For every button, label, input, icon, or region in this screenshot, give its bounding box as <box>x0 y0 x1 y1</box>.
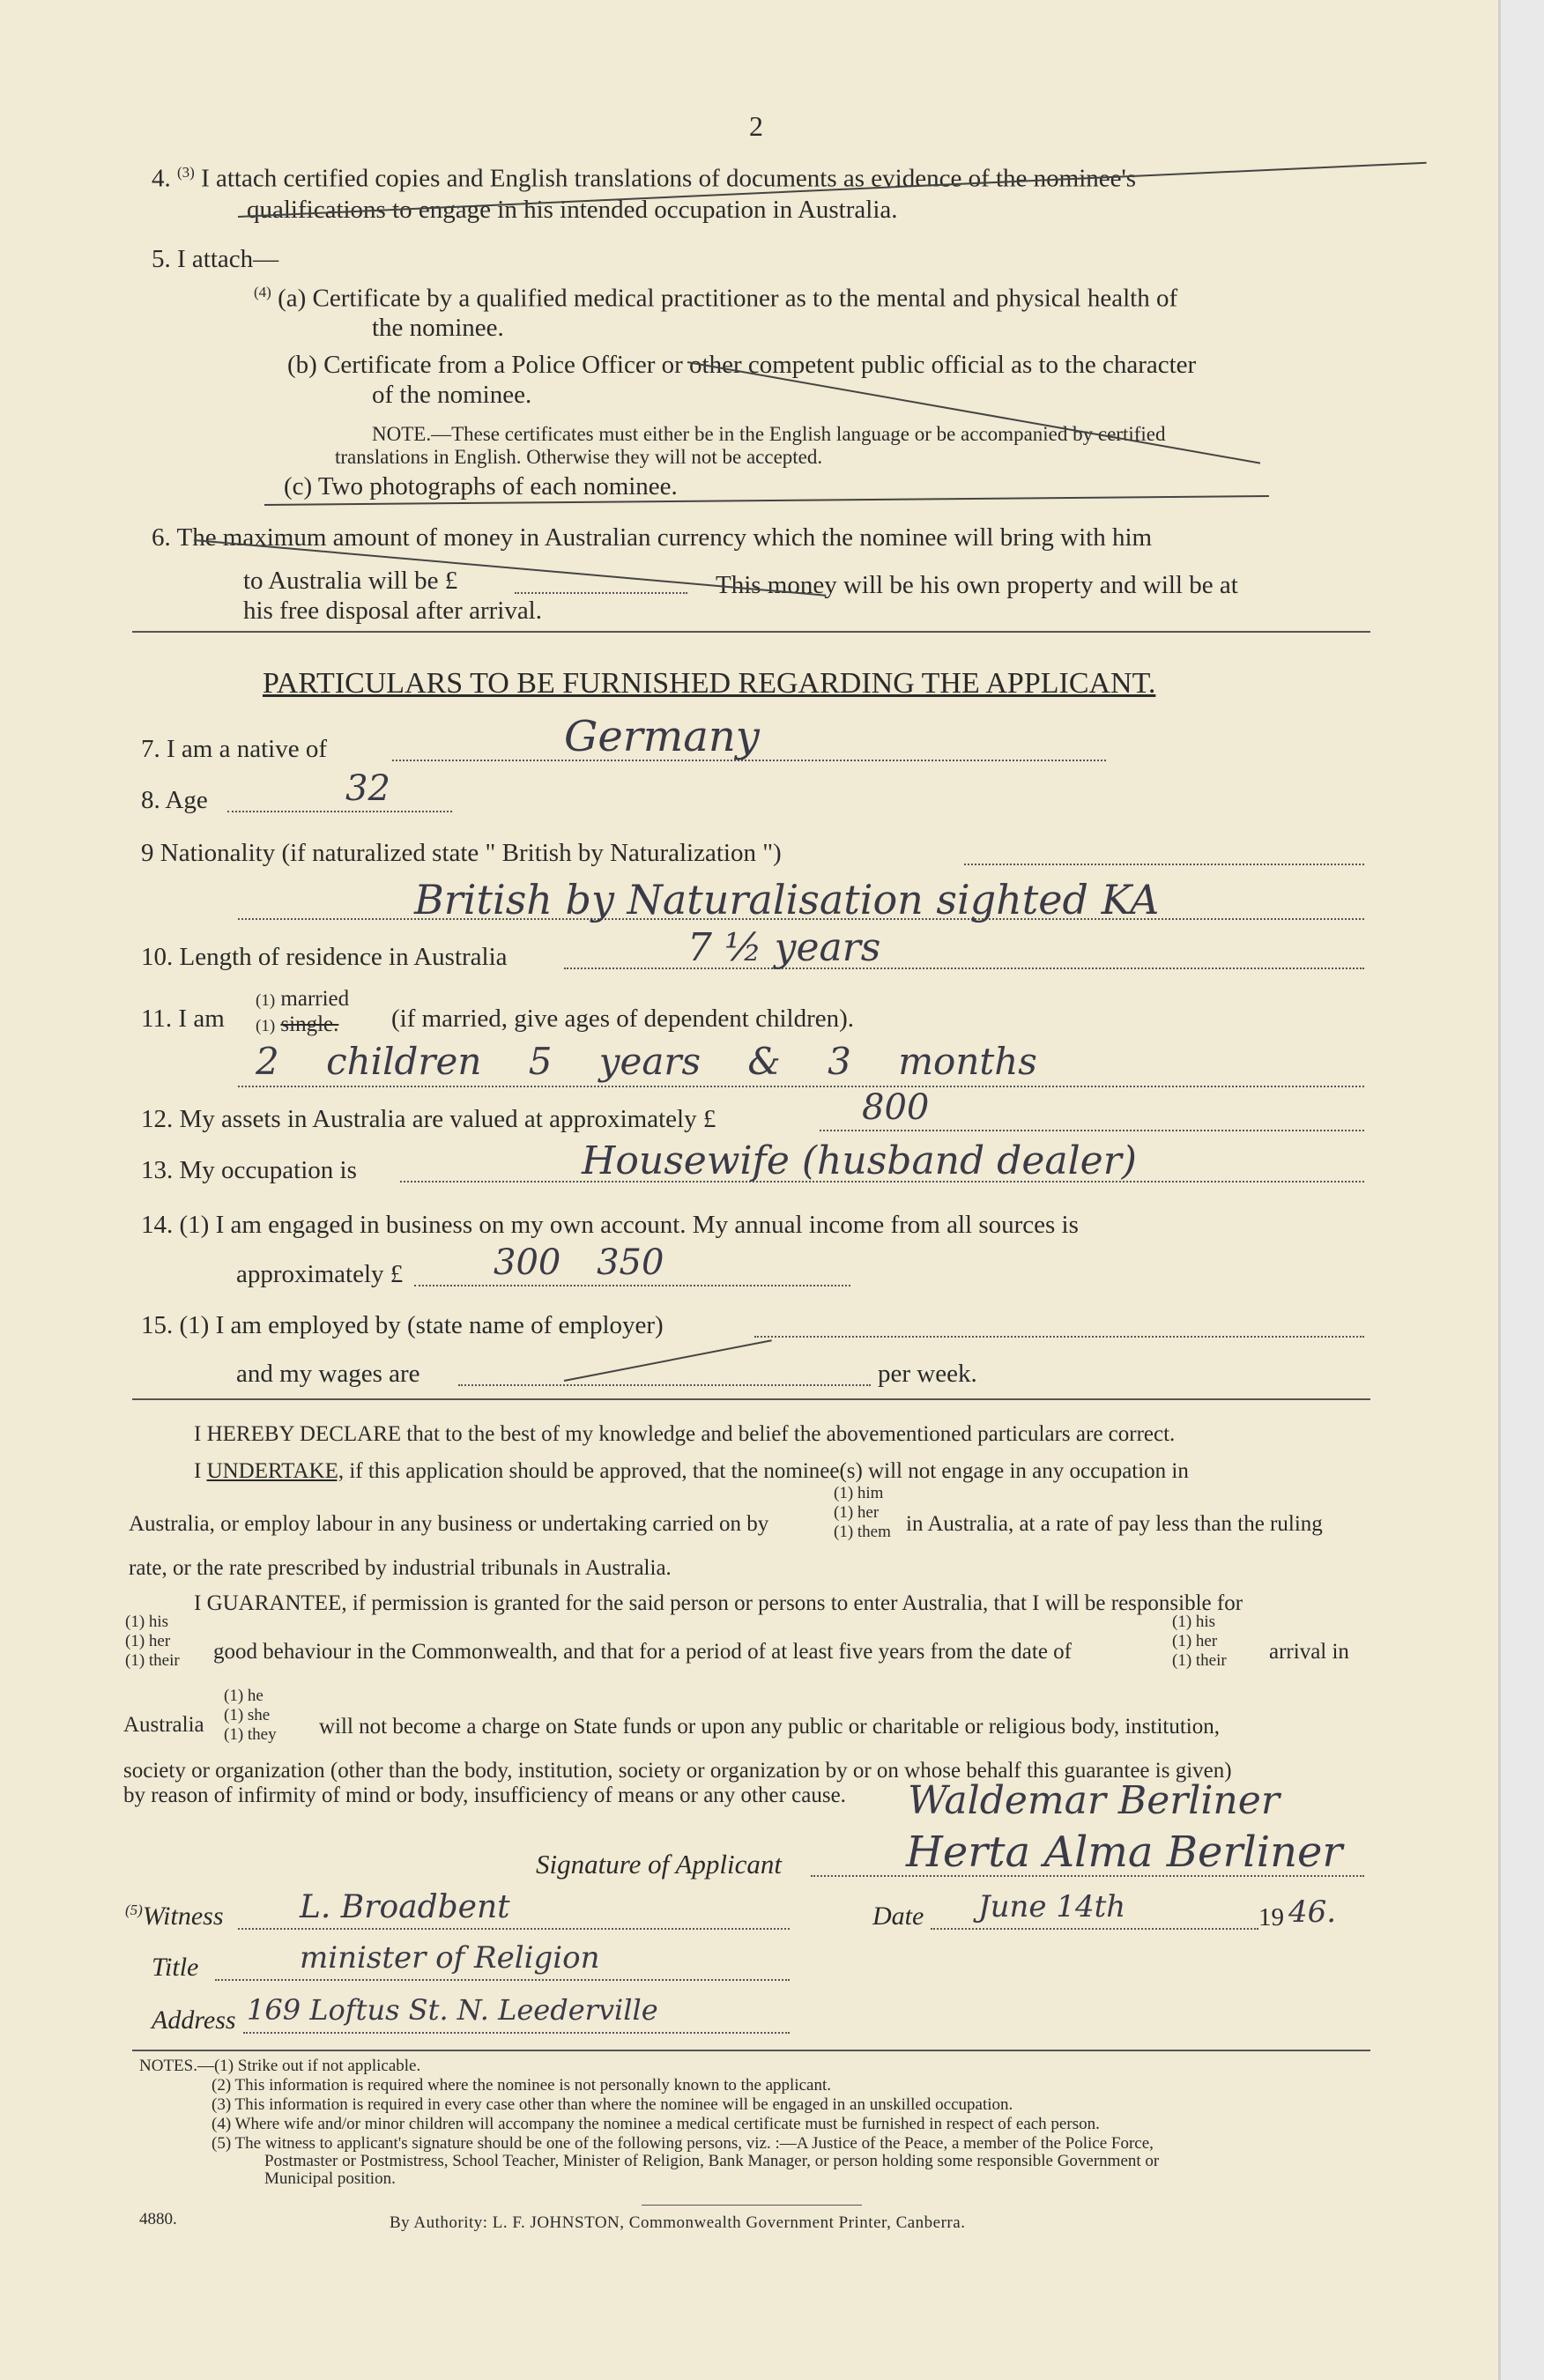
employed-line <box>754 1336 1364 1338</box>
scan-edge <box>1498 0 1544 2380</box>
item5-b-line1: (b) Certificate from a Police Officer or other competent public official as to the character <box>287 351 1197 379</box>
title-line <box>215 1979 790 1981</box>
guarantee-left-his: (1) his <box>125 1613 169 1631</box>
note-5b: Postmaster or Postmistress, School Teacher, Minister of Religion, Bank Manager, or person holding some responsible Government or <box>264 2152 1160 2170</box>
date-label: Date <box>872 1902 924 1931</box>
business-line1: 14. (1) I am engaged in business on my own account. My annual income from all sources is <box>141 1211 1079 1239</box>
behaviour-text: good behaviour in the Commonwealth, and that for a period of at least five years from the date of <box>213 1640 1072 1664</box>
field15-strikethrough <box>564 1339 772 1382</box>
item6-line2a: to Australia will be £ <box>243 567 458 595</box>
nationality-line-1 <box>964 864 1364 865</box>
printer-authority: By Authority: L. F. JOHNSTON, Commonwealth Government Printer, Canberra. <box>390 2213 966 2232</box>
employ-line-a: Australia, or employ labour in any business or undertaking carried on by <box>129 1512 769 1536</box>
guarantee-left-options <box>125 1613 180 1671</box>
undertake-body: if this application should be approved, that the nominee(s) will not engage in any occupation in <box>349 1459 1189 1483</box>
item5-a-note-marker: (4) <box>254 284 271 300</box>
item6-line2b: This money will be his own property and will be at <box>716 571 1238 599</box>
address-line <box>243 2032 790 2034</box>
guarantee-right-his: (1) his <box>1172 1613 1216 1631</box>
assets-line <box>820 1130 1364 1131</box>
rate-text: rate, or the rate prescribed by industrial tribunals in Australia. <box>129 1556 672 1580</box>
undertake-text <box>194 1459 1189 1484</box>
item5-a-line2: the nominee. <box>372 314 504 342</box>
native-label: 7. I am a native of <box>141 735 327 763</box>
item4-number: 4. <box>152 164 171 193</box>
residence-value: 7 ½ years <box>687 925 881 970</box>
signature-value: Herta Alma Berliner <box>906 1828 1343 1877</box>
witness-note-marker: (5) <box>125 1902 143 1918</box>
guarantee-left-her: (1) her <box>125 1632 171 1650</box>
arrival-text: arrival in <box>1269 1640 1349 1664</box>
employ-pronoun-options <box>834 1484 891 1542</box>
year-prefix: 19 <box>1258 1903 1284 1931</box>
item6-line1: 6. The maximum amount of money in Australian currency which the nominee will bring with him <box>152 523 1153 552</box>
witness-line <box>238 1928 790 1930</box>
guarantee-left-their: (1) their <box>125 1651 180 1670</box>
note-4: (4) Where wife and/or minor children will accompany the nominee a medical certificate must be furnished in respect of each person. <box>212 2115 1100 2133</box>
native-value: Germany <box>564 712 760 761</box>
item4-text: I attach certified copies and English translations of documents as evidence of the nominee's <box>201 164 1137 193</box>
australia-text: Australia <box>123 1713 204 1737</box>
wages-suffix: per week. <box>878 1360 977 1388</box>
children-value: 2 children 5 years & 3 months <box>256 1040 1037 1083</box>
witness-value: L. Broadbent <box>300 1889 510 1925</box>
item5-note-line2: translations in English. Otherwise they will not be accepted. <box>335 446 823 468</box>
section-heading: PARTICULARS TO BE FURNISHED REGARDING THE APPLICANT. <box>263 667 1156 700</box>
footer-rule <box>642 2205 862 2206</box>
undertake-prefix: I <box>194 1459 202 1483</box>
guarantee-right-her: (1) her <box>1172 1632 1218 1650</box>
occupation-label: 13. My occupation is <box>141 1156 357 1184</box>
item4-line2: qualifications to engage in his intended occupation in Australia. <box>247 196 898 224</box>
wages-line <box>458 1384 871 1386</box>
title-label: Title <box>152 1953 199 1982</box>
item5-b-line2: of the nominee. <box>372 381 532 409</box>
co-signature: Waldemar Berliner <box>908 1778 1280 1823</box>
marital-note-marker-1: (1) <box>256 991 276 1010</box>
item5-heading: 5. I attach— <box>152 245 279 273</box>
item4-note-marker: (3) <box>177 164 195 181</box>
item5-c-line: (c) Two photographs of each nominee. <box>284 472 678 500</box>
charge-option-he: (1) he <box>224 1687 264 1705</box>
item6-divider <box>132 631 1370 633</box>
employed-label: 15. (1) I am employed by (state name of employer) <box>141 1311 664 1339</box>
assets-value: 800 <box>862 1087 930 1128</box>
charge-pronoun-options <box>224 1687 277 1745</box>
marital-option-married: married <box>280 987 350 1011</box>
nationality-label: 9 Nationality (if naturalized state " British by Naturalization ") <box>141 839 782 867</box>
employ-option-them: (1) them <box>834 1523 891 1541</box>
page-number: 2 <box>749 110 763 142</box>
marital-label: 11. I am <box>141 1005 225 1033</box>
employ-line-b: in Australia, at a rate of pay less than the ruling <box>906 1512 1323 1536</box>
address-label: Address <box>152 2006 236 2035</box>
note-5c: Municipal position. <box>264 2169 396 2188</box>
charge-text: will not become a charge on State funds or upon any public or charitable or religious body, institution, <box>319 1715 1220 1739</box>
note-2: (2) This information is required where the nominee is not personally known to the applicant. <box>212 2076 832 2095</box>
charge-option-she: (1) she <box>224 1706 271 1724</box>
title-value: minister of Religion <box>300 1940 600 1976</box>
note-5a: (5) The witness to applicant's signature should be one of the following persons, viz. :—A Justice of the Peace, a member of the Police Force, <box>212 2134 1154 2153</box>
wages-label: and my wages are <box>236 1360 420 1388</box>
witness-label-group <box>125 1902 224 1931</box>
date-line <box>931 1928 1258 1930</box>
nationality-value: British by Naturalisation sighted KA <box>414 876 1160 923</box>
signature-label: Signature of Applicant <box>536 1849 782 1880</box>
business-line2: approximately £ <box>236 1260 404 1288</box>
age-line <box>227 811 452 812</box>
infirmity-text: by reason of infirmity of mind or body, insufficiency of means or any other cause. <box>123 1783 846 1807</box>
date-value: June 14th <box>978 1889 1126 1924</box>
business-line <box>414 1285 850 1286</box>
employ-option-him: (1) him <box>834 1484 884 1502</box>
children-line <box>238 1086 1364 1087</box>
charge-option-they: (1) they <box>224 1725 277 1744</box>
year-value: 46. <box>1288 1894 1337 1930</box>
society-text: society or organization (other than the body, institution, society or organization by or on whose behalf this guarantee is given) <box>123 1759 1232 1783</box>
item4-line1 <box>152 164 1136 194</box>
age-value: 32 <box>345 768 390 809</box>
marital-option-single: single. <box>280 1012 339 1036</box>
assets-label: 12. My assets in Australia are valued at approximately £ <box>141 1105 716 1133</box>
employ-option-her: (1) her <box>834 1503 880 1522</box>
note-1: NOTES.—(1) Strike out if not applicable. <box>139 2057 421 2075</box>
age-label: 8. Age <box>141 786 208 814</box>
residence-label: 10. Length of residence in Australia <box>141 943 508 971</box>
item5-note-line1: NOTE.—These certificates must either be in the English language or be accompanied by certified <box>372 423 1166 445</box>
witness-label: Witness <box>142 1902 224 1931</box>
form-number: 4880. <box>139 2210 177 2228</box>
item5-a-text: (a) Certificate by a qualified medical practitioner as to the mental and physical health of <box>278 284 1178 313</box>
undertake-keyword: UNDERTAKE, <box>206 1459 345 1483</box>
fields-divider <box>132 1398 1370 1400</box>
address-value: 169 Loftus St. N. Leederville <box>247 1993 658 2027</box>
guarantee-right-options <box>1172 1613 1227 1671</box>
marital-note-marker-2: (1) <box>256 1017 276 1035</box>
residence-line <box>564 968 1364 969</box>
item5-a-line1 <box>254 284 1177 314</box>
notes-divider <box>132 2050 1370 2051</box>
business-value: 300 350 <box>494 1242 664 1283</box>
guarantee-right-their: (1) their <box>1172 1651 1227 1670</box>
note-3: (3) This information is required in every case other than where the nominee will be engaged in an unskilled occupation. <box>212 2095 1013 2114</box>
declare-text: I HEREBY DECLARE that to the best of my knowledge and belief the abovementioned particulars are correct. <box>194 1422 1176 1446</box>
item6-line3: his free disposal after arrival. <box>243 597 542 625</box>
guarantee-text: I GUARANTEE, if permission is granted for the said person or persons to enter Australia, that I will be responsible for <box>194 1591 1243 1615</box>
marital-label-b: (if married, give ages of dependent children). <box>391 1005 855 1033</box>
item6-amount-line <box>515 592 687 594</box>
marital-options <box>256 987 349 1038</box>
occupation-value: Housewife (husband dealer) <box>582 1138 1137 1183</box>
